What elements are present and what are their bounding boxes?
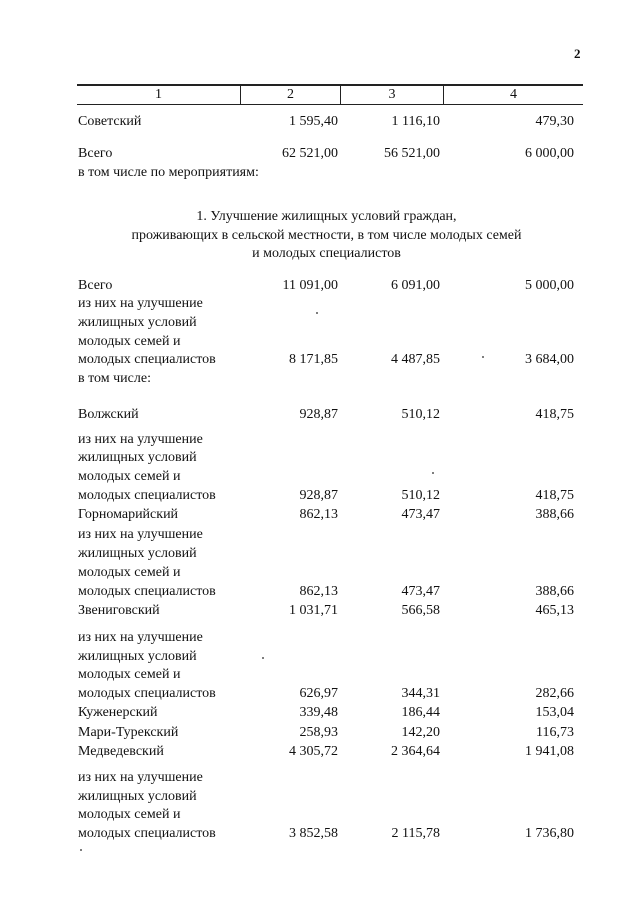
- header-col-2: 2: [287, 87, 294, 102]
- row-label: Горномарийский: [78, 507, 179, 522]
- row-value-col2: 1 595,40: [289, 114, 338, 129]
- sub-line: молодых семей и: [78, 807, 181, 822]
- row-value-col2: 4 305,72: [289, 744, 338, 759]
- row-value-col4: 465,13: [535, 603, 574, 618]
- row-value-col4: 5 000,00: [525, 278, 574, 293]
- sub-line: молодых семей и: [78, 667, 181, 682]
- sub-line: жилищных условий: [78, 315, 197, 330]
- row-value-col3: 510,12: [401, 488, 440, 503]
- row-label: Волжский: [78, 407, 139, 422]
- sub-line: жилищных условий: [78, 789, 197, 804]
- row-value-col3: 2 115,78: [391, 826, 440, 841]
- sub-line: молодых семей и: [78, 334, 181, 349]
- row-value-col4: 388,66: [535, 584, 574, 599]
- row-value-col3: 142,20: [401, 725, 440, 740]
- section-title-line-2: проживающих в сельской местности, в том числе молодых семей: [131, 228, 522, 243]
- sub-line: молодых специалистов: [78, 352, 216, 367]
- scan-speck: [316, 312, 318, 314]
- row-value-col2: 3 852,58: [289, 826, 338, 841]
- header-col-1: 1: [155, 87, 162, 102]
- sub-line: жилищных условий: [78, 450, 197, 465]
- scan-speck: [262, 657, 264, 659]
- row-value-col3: 2 364,64: [391, 744, 440, 759]
- row-value-col3: 56 521,00: [384, 146, 440, 161]
- row-label: Советский: [78, 114, 142, 129]
- row-label: Куженерский: [78, 705, 158, 720]
- row-value-col4: 3 684,00: [525, 352, 574, 367]
- row-value-col4: 388,66: [535, 507, 574, 522]
- sub-line: жилищных условий: [78, 546, 197, 561]
- row-value-col2: 339,48: [299, 705, 338, 720]
- sub-line: молодых семей и: [78, 469, 181, 484]
- row-value-col2: 626,97: [299, 686, 338, 701]
- row-value-col3: 1 116,10: [391, 114, 440, 129]
- row-label: Всего: [78, 146, 113, 161]
- row-value-col4: 282,66: [535, 686, 574, 701]
- sub-line: из них на улучшение: [78, 527, 203, 542]
- row-value-col4: 6 000,00: [525, 146, 574, 161]
- row-value-col4: 418,75: [535, 407, 574, 422]
- row-value-col4: 1 736,80: [525, 826, 574, 841]
- row-value-col2: 11 091,00: [282, 278, 338, 293]
- sub-line: молодых специалистов: [78, 686, 216, 701]
- page-number: 2: [574, 46, 581, 61]
- row-value-col3: 566,58: [401, 603, 440, 618]
- row-value-col2: 928,87: [299, 407, 338, 422]
- row-value-col3: 510,12: [401, 407, 440, 422]
- row-value-col2: 862,13: [299, 584, 338, 599]
- row-value-col3: 344,31: [401, 686, 440, 701]
- row-value-col4: 153,04: [535, 705, 574, 720]
- row-value-col4: 116,73: [536, 725, 574, 740]
- sub-line: молодых семей и: [78, 565, 181, 580]
- row-label: Звениговский: [78, 603, 160, 618]
- row-value-col4: 418,75: [535, 488, 574, 503]
- row-value-col4: 1 941,08: [525, 744, 574, 759]
- sub-line: молодых специалистов: [78, 826, 216, 841]
- header-col-3: 3: [388, 87, 396, 102]
- row-label: Мари-Турекский: [78, 725, 179, 740]
- scan-speck: [432, 472, 434, 474]
- sub-line: из них на улучшение: [78, 630, 203, 645]
- row-value-col3: 473,47: [401, 584, 440, 599]
- row-value-col2: 928,87: [299, 488, 338, 503]
- including-text: в том числе:: [78, 371, 151, 386]
- scan-speck: [80, 849, 82, 851]
- row-value-col3: 473,47: [401, 507, 440, 522]
- including-events-text: в том числе по мероприятиям:: [78, 165, 259, 180]
- row-value-col2: 862,13: [299, 507, 338, 522]
- row-label: Всего: [78, 278, 113, 293]
- sub-line: молодых специалистов: [78, 488, 216, 503]
- row-value-col3: 4 487,85: [391, 352, 440, 367]
- header-top-border: [77, 84, 583, 86]
- row-label: Медведевский: [78, 744, 164, 759]
- sub-line: жилищных условий: [78, 649, 197, 664]
- row-value-col2: 258,93: [299, 725, 338, 740]
- sub-line: молодых специалистов: [78, 584, 216, 599]
- section-title-line-1: 1. Улучшение жилищных условий граждан,: [196, 209, 457, 224]
- sub-line: из них на улучшение: [78, 770, 203, 785]
- header-col-4: 4: [510, 87, 517, 102]
- row-value-col2: 62 521,00: [282, 146, 338, 161]
- row-value-col3: 6 091,00: [391, 278, 440, 293]
- row-value-col2: 8 171,85: [289, 352, 338, 367]
- sub-line: из них на улучшение: [78, 432, 203, 447]
- row-value-col3: 186,44: [401, 705, 440, 720]
- row-value-col4: 479,30: [535, 114, 574, 129]
- row-value-col2: 1 031,71: [289, 603, 338, 618]
- sub-line: из них на улучшение: [78, 296, 203, 311]
- scan-speck: [482, 356, 484, 358]
- section-title-line-3: и молодых специалистов: [252, 246, 401, 261]
- header-bottom-border: [77, 104, 583, 105]
